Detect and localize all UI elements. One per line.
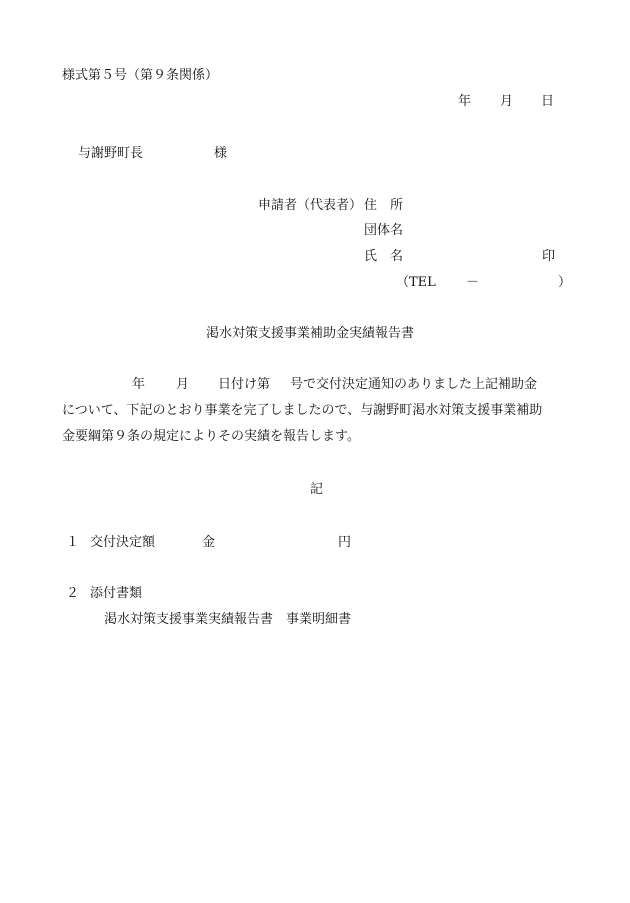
- item-2-detail: 渇水対策支援事業実績報告書 事業明細書: [104, 612, 352, 627]
- body-line2: について、下記のとおり事業を完了しましたので、与謝野町渇水対策支援事業補助: [62, 403, 543, 418]
- tel-dash: －: [466, 275, 480, 290]
- item-1-prefix: 金: [202, 535, 216, 550]
- applicant-name-label: 氏 名: [364, 249, 404, 264]
- date-month-label: 月: [500, 94, 514, 109]
- applicant-address-label: 住 所: [364, 198, 404, 213]
- seal-label: 印: [542, 249, 556, 264]
- body-day-prefix: 日付け第: [218, 377, 271, 392]
- applicant-role-label: 申請者（代表者）: [258, 198, 363, 213]
- form-number: 様式第５号（第９条関係）: [62, 68, 219, 83]
- item-1-number: １: [66, 535, 80, 550]
- item-2-label: 添付書類: [90, 586, 143, 601]
- body-year-label: 年: [132, 377, 146, 392]
- date-year-label: 年: [458, 94, 472, 109]
- tel-close: ）: [558, 275, 572, 290]
- tel-open: （TEL: [396, 275, 436, 290]
- applicant-org-label: 団体名: [364, 223, 404, 238]
- body-line1-rest: 号で交付決定通知のありました上記補助金: [290, 377, 538, 392]
- addressee-name: 与謝野町長: [78, 146, 144, 161]
- ki-heading: 記: [310, 482, 324, 497]
- addressee-honorific: 様: [214, 146, 228, 161]
- item-1-suffix: 円: [338, 535, 352, 550]
- date-day-label: 日: [541, 94, 555, 109]
- body-month-label: 月: [176, 377, 190, 392]
- item-2-number: ２: [66, 586, 80, 601]
- body-line3: 金要綱第９条の規定によりその実績を報告します。: [62, 429, 360, 444]
- item-1-label: 交付決定額: [90, 535, 156, 550]
- document-title: 渇水対策支援事業補助金実績報告書: [206, 326, 415, 341]
